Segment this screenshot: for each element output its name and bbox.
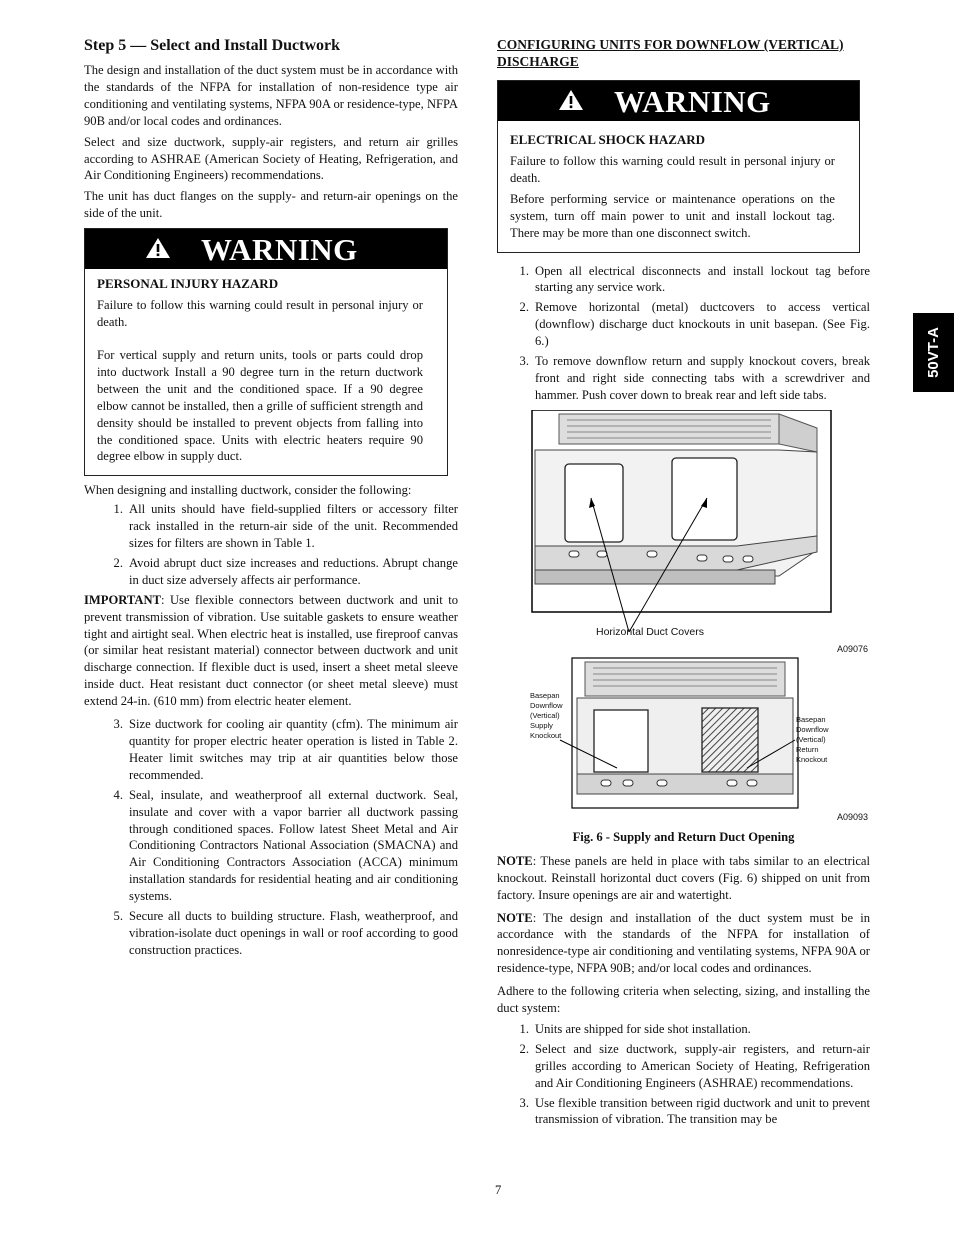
warning-triangle-icon [558, 89, 584, 116]
note-paragraph: NOTE: These panels are held in place with tabs similar to an electrical knockout. Reinstall horizontal duct covers (Fig. 6) shipped on unit from factory. Insure openings are air and watertight. [497, 853, 870, 902]
figure-code-a09076: A09076 [837, 643, 869, 654]
note-paragraph: NOTE: The design and installation of the duct system must be in accordance with the standards of the NFPA for installation of nonresidence-type air conditioning and ventilating systems, NFPA 90A or residence-type, NFPA 90B; and/or local codes and ordinances. [497, 910, 870, 976]
figure-6 [497, 410, 870, 830]
consider-text: When designing and installing ductwork, consider the following: [84, 483, 412, 498]
warning-triangle-icon [145, 237, 171, 264]
paragraph: Select and size ductwork, supply-air registers, and return air grilles according to ASHRAE (American Society of Heating, Refrigeration, and Air Conditioning Engineers) recommendations. [84, 134, 458, 183]
list-item: 2. Avoid abrupt duct size increases and reductions. Abrupt change in duct size adversely affects air performance. [113, 555, 458, 587]
list-item: 5. Secure all ducts to building structure. Flash, weatherproof, and vibration-isolate duct openings in wall or roof according to good construction practices. [113, 909, 458, 957]
list-item: 3. Use flexible transition between rigid ductwork and unit to prevent transmission of vibration. The transition may be [519, 1095, 870, 1127]
label-horizontal-duct-covers: Horizontal Duct Covers [596, 625, 704, 638]
warning-header [85, 229, 447, 269]
side-tab [913, 313, 954, 392]
steps-list [497, 263, 870, 404]
warning-title: WARNING [614, 84, 771, 119]
page-number: 7 [495, 1183, 502, 1197]
warning-text: Failure to follow this warning could result in personal injury or death. [510, 154, 835, 185]
warning-header [498, 81, 859, 121]
list-item: 1. Open all electrical disconnects and install lockout tag before starting any service work. [519, 263, 870, 295]
criteria-list [497, 1021, 870, 1128]
list-item: 4. Seal, insulate, and weatherproof all external ductwork. Seal, insulate and cover with a vapor barrier all ductwork passing through conditioned spaces. Follow latest Sheet Metal and Air Conditioning Contractors National Association (SMACNA) and Air Conditioning Contractors Association (ACCA) minimum installation standards for residential heating and air conditioning systems. [113, 787, 458, 904]
warning-text: Failure to follow this warning could result in personal injury or death. [97, 298, 423, 330]
unit-illustration-top [497, 410, 870, 830]
important-label: IMPORTANT [84, 592, 161, 607]
warning-text: For vertical supply and return units, tools or parts could drop into ductwork Install a 90 degree turn in the return ductwork between the unit and the conditioned space. If a 90 degree elbow cannot be installed, then a grille of sufficient strength and density should be installed to prevent objects from falling into the conditioned space. Units with electric heaters require 90 degree elbow in supply duct. [97, 347, 423, 464]
left-column [84, 36, 458, 962]
side-tab-label: 50VT-A [925, 327, 943, 378]
list-item: 3. Size ductwork for cooling air quantity (cfm). The minimum air quantity for proper electric heater operation is listed in Table 2. Heater limit switches may trip at air quantities below those recommended. [113, 717, 458, 782]
figure-code-a09093: A09093 [837, 811, 869, 822]
warning-hazard: ELECTRICAL SHOCK HAZARD [510, 132, 706, 147]
important-paragraph: IMPORTANT: Use flexible connectors between ductwork and unit to prevent transmission of vibration. Use suitable gaskets to ensure weather tight and airtight seal. When electric heat is installed, use fireproof canvas (or similar heat resistant material) connector between ductwork and unit discharge connection. If flexible duct is used, insert a sheet metal sleeve inside duct. Heat resistant duct connector (or sheet metal sleeve) must extend 24-in. (610 mm) from electric heater element. [84, 592, 458, 709]
list-item: 1. All units should have field-supplied filters or accessory filter rack installed in the return-air side of the unit. Recommended sizes for filters are shown in Table 1. [113, 502, 458, 551]
list-a [84, 501, 458, 589]
right-column [497, 36, 870, 1131]
warning-title: WARNING [201, 232, 358, 268]
warning-box-personal-injury [84, 228, 448, 476]
label-supply-knockout: Basepan Downflow (Vertical) Supply Knockout [530, 690, 563, 740]
list-b [84, 716, 458, 959]
list-item: 2. Remove horizontal (metal) ductcovers to access vertical (downflow) discharge duct knockouts in unit basepan. (See Fig. 6.) [519, 300, 870, 349]
warning-text: Before performing service or maintenance operations on the system, turn off main power to unit and install lockout tag. There may be more than one disconnect switch. [510, 191, 835, 240]
paragraph: The unit has duct flanges on the supply- and return-air openings on the side of the unit. [84, 189, 458, 221]
adhere-text: Adhere to the following criteria when selecting, sizing, and installing the duct system: [497, 984, 870, 1016]
figure-caption: Fig. 6 - Supply and Return Duct Opening [572, 829, 795, 844]
warning-box-electrical-shock [497, 80, 860, 253]
list-item: 3. To remove downflow return and supply knockout covers, break front and right side connecting tabs with a screwdriver and hammer. Push cover down to break rear and left side tabs. [519, 354, 870, 402]
step5-heading: Step 5 — Select and Install Ductwork [84, 37, 341, 54]
note-label: NOTE [497, 910, 533, 925]
paragraph: The design and installation of the duct system must be in accordance with the standards of the NFPA for installation of non-residence type air conditioning and ventilating systems, NFPA 90A or residence-type, NFPA 90B and/or local codes and ordinances. [84, 63, 458, 128]
list-item: 1. Units are shipped for side shot installation. [519, 1021, 751, 1036]
list-item: 2. Select and size ductwork, supply-air registers, and return-air grilles according to American Society of Heating, Refrigeration and Air Conditioning Engineers (ASHRAE) recommendations. [519, 1041, 870, 1090]
note-label: NOTE [497, 853, 533, 868]
config-heading: CONFIGURING UNITS FOR DOWNFLOW (VERTICAL) DISCHARGE [497, 37, 844, 69]
label-return-knockout: Basepan Downflow (Vertical) Return Knockout [796, 714, 829, 764]
warning-hazard: PERSONAL INJURY HAZARD [97, 276, 279, 292]
